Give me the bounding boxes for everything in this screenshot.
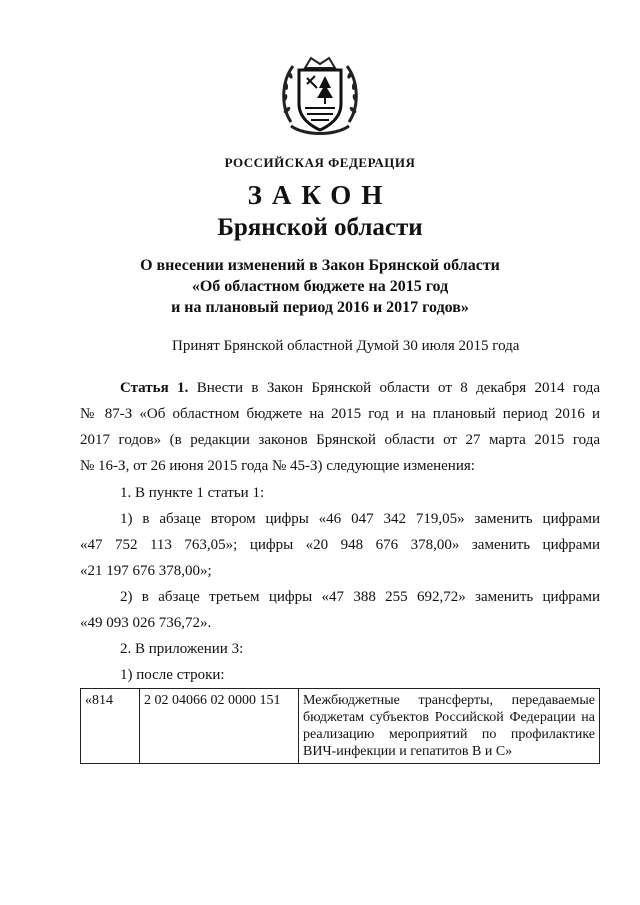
article-1-line: № 16-З, от 26 июня 2015 года № 45-З) следующие изменения: (80, 458, 475, 474)
table-row (81, 689, 600, 764)
article-1-line: 2017 годов» (в редакции законов Брянской области от 27 марта 2015 года (80, 432, 600, 448)
item-2-sub-1: 1) после строки: (120, 667, 225, 683)
law-title-line: О внесении изменений в Закон Брянской области (140, 257, 500, 274)
article-text: Внести в Закон Брянской области от 8 декабря 2014 года (196, 380, 601, 396)
item-2: 2. В приложении 3: (120, 641, 244, 657)
article-label: Статья 1. (120, 380, 189, 396)
table-cell-code: «814 (81, 689, 140, 764)
article-1 (80, 375, 600, 479)
adoption-note: Принят Брянской областной Думой 30 июля 2015 года (172, 338, 520, 354)
region-name: Брянской области (217, 214, 423, 241)
item-1-sub-1-line: «47 752 113 763,05»; цифры «20 948 676 378,00» заменить цифрами (80, 537, 600, 553)
item-1-sub-1-line: 1) в абзаце втором цифры «46 047 342 719,05» заменить цифрами (120, 511, 600, 527)
country-name: РОССИЙСКАЯ ФЕДЕРАЦИЯ (224, 155, 416, 170)
item-1: 1. В пункте 1 статьи 1: (120, 485, 265, 501)
document-type: ЗАКОН (247, 180, 393, 210)
table-cell-description: Межбюджетные трансферты, передаваемые бюджетам субъектов Российской Федерации на реализацию мероприятий по профилактике ВИЧ-инфекции и гепатитов В и С» (299, 689, 600, 764)
item-1-sub-2-line: 2) в абзаце третьем цифры «47 388 255 692,72» заменить цифрами (120, 589, 600, 605)
law-title-line: и на плановый период 2016 и 2017 годов» (171, 299, 469, 316)
law-title-line: «Об областном бюджете на 2015 год (191, 278, 449, 295)
article-1-line: № 87-З «Об областном бюджете на 2015 год и на плановый период 2016 и (80, 406, 600, 422)
budget-table (80, 688, 600, 764)
table-cell-kbk: 2 02 04066 02 0000 151 (140, 689, 299, 764)
item-1-sub-1-line: «21 197 676 378,00»; (80, 563, 212, 579)
item-1-sub-2-line: «49 093 026 736,72». (80, 615, 212, 631)
item-1-sub-1 (80, 506, 600, 584)
law-title (0, 255, 640, 318)
article-1-line (80, 375, 600, 401)
coat-of-arms-icon (277, 52, 363, 140)
item-1-sub-2 (80, 584, 600, 636)
